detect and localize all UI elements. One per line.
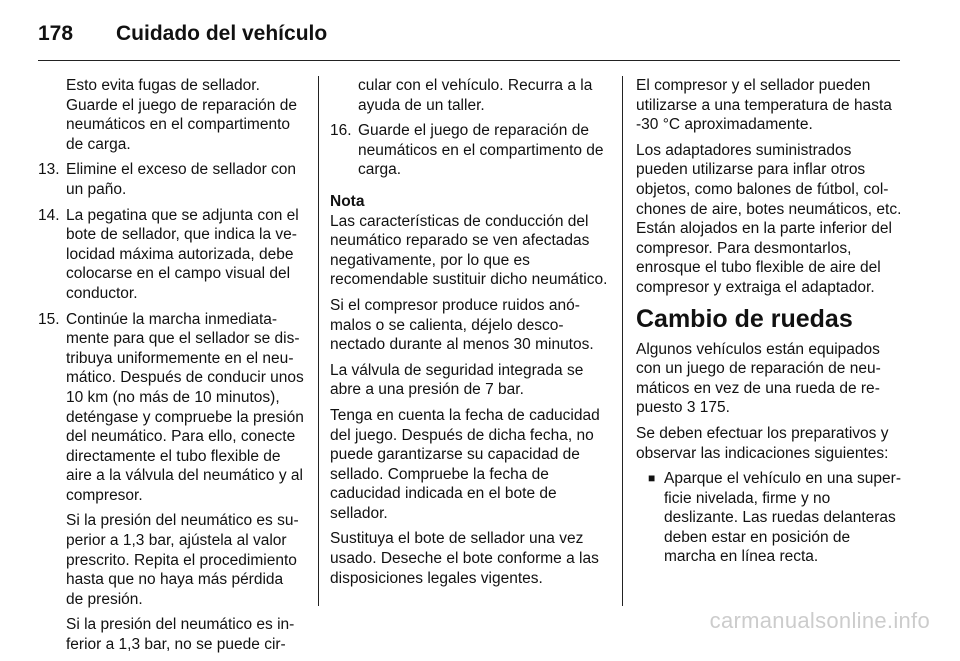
column-right [636,76,902,567]
list-item-15 [38,310,304,506]
bullet-text: Aparque el vehículo en una superficie nivelada, firme y no deslizante. Las ruedas delanteras deben estar en posición de marcha en línea recta. [664,470,901,566]
intro-paragraph: Esto evita fugas de sellador. Guarde el juego de reparación de neumáticos en el compartimento de carga. [66,77,297,153]
section-heading: Cambio de ruedas [636,304,853,333]
temperature-paragraph: El compresor y el sellador pueden utilizarse a una temperatura de hasta -30 °C aproximadamente. [636,77,892,134]
pressure-low-paragraph: Si la presión del neumático es inferior a 1,3 bar, no se puede cir- [66,616,295,654]
repair-kit-text: Algunos vehículos están equipados con un juego de reparación de neumáticos en vez de una rueda de repuesto [636,340,881,417]
list-text: Guarde el juego de reparación de neumáticos en el compartimento de carga. [358,122,604,179]
bullet-item [636,469,902,567]
column-middle [330,76,608,594]
list-text: Continúe la marcha inmediatamente para que el sellador se distribuya uniformemente en el neumático. Después de conducir unos 10 km (no más de 10 minutos), deténgase y compruebe la presión del neumático. Para ello, conecte directamente el tubo flexible de aire a la válvula del neumático y al compresor. [66,310,304,504]
bullet-icon: ■ [648,471,656,486]
list-item-13 [38,160,304,199]
column-divider [622,76,623,606]
pressure-high-paragraph: Si la presión del neumático es superior a 1,3 bar, ajústela al valor prescrito. Repita el procedimiento hasta que no haya más pérdida de presión. [66,512,299,608]
list-item-16 [330,121,608,180]
list-text: La pegatina que se adjunta con el bote de sellador, que indica la velocidad máxima autorizada, debe colocarse en el campo visual del conductor. [66,206,299,302]
list-number: 15. [38,310,60,328]
continued-paragraph: cular con el vehículo. Recurra a la ayuda de un taller. [358,77,593,114]
header-rule [38,60,900,61]
column-left [38,76,304,661]
safety-valve-paragraph: La válvula de seguridad integrada se abre a una presión de 7 bar. [330,361,584,399]
adapters-paragraph: Los adaptadores suministrados pueden utilizarse para inflar otros objetos, como balones de fútbol, colchones de aire, botes neumáticos, etc. Están alojados en la parte inferior del compresor. Para desmontarlos, enrosque el tubo flexible de aire del compresor y extraiga el adaptador. [636,141,902,296]
list-number: 14. [38,206,60,224]
list-number: 13. [38,161,60,179]
list-text: Elimine el exceso de sellador con un paño. [66,161,297,198]
note-label: Nota [330,192,365,210]
preparations-paragraph: Se deben efectuar los preparativos y observar las indicaciones siguientes: [636,424,889,462]
watermark: carmanualsonline.info [709,608,930,633]
list-number: 16. [330,122,352,140]
page-number: 178 [38,22,74,45]
list-item-14 [38,206,304,304]
compressor-noise-paragraph: Si el compresor produce ruidos anómalos o se calienta, déjelo desconectado durante al menos 30 minutos. [330,296,594,354]
page-title: Cuidado del vehículo [116,22,328,45]
note-text: Las características de conducción del neumático reparado se ven afectadas negativamente, por lo que es recomendable sustituir dicho neumático. [330,212,608,289]
expiry-paragraph: Tenga en cuenta la fecha de caducidad del juego. Después de dicha fecha, no puede garantizarse su capacidad de sellado. Compruebe la fecha de caducidad indicada en el bote de sellador. [330,406,600,522]
column-divider [318,76,319,606]
repair-kit-paragraph [636,340,902,418]
page-header [38,22,327,46]
page-reference-link[interactable]: 3 175. [686,399,730,417]
replace-bottle-paragraph: Sustituya el bote de sellador una vez usado. Deseche el bote conforme a las disposiciones legales vigentes. [330,530,599,587]
